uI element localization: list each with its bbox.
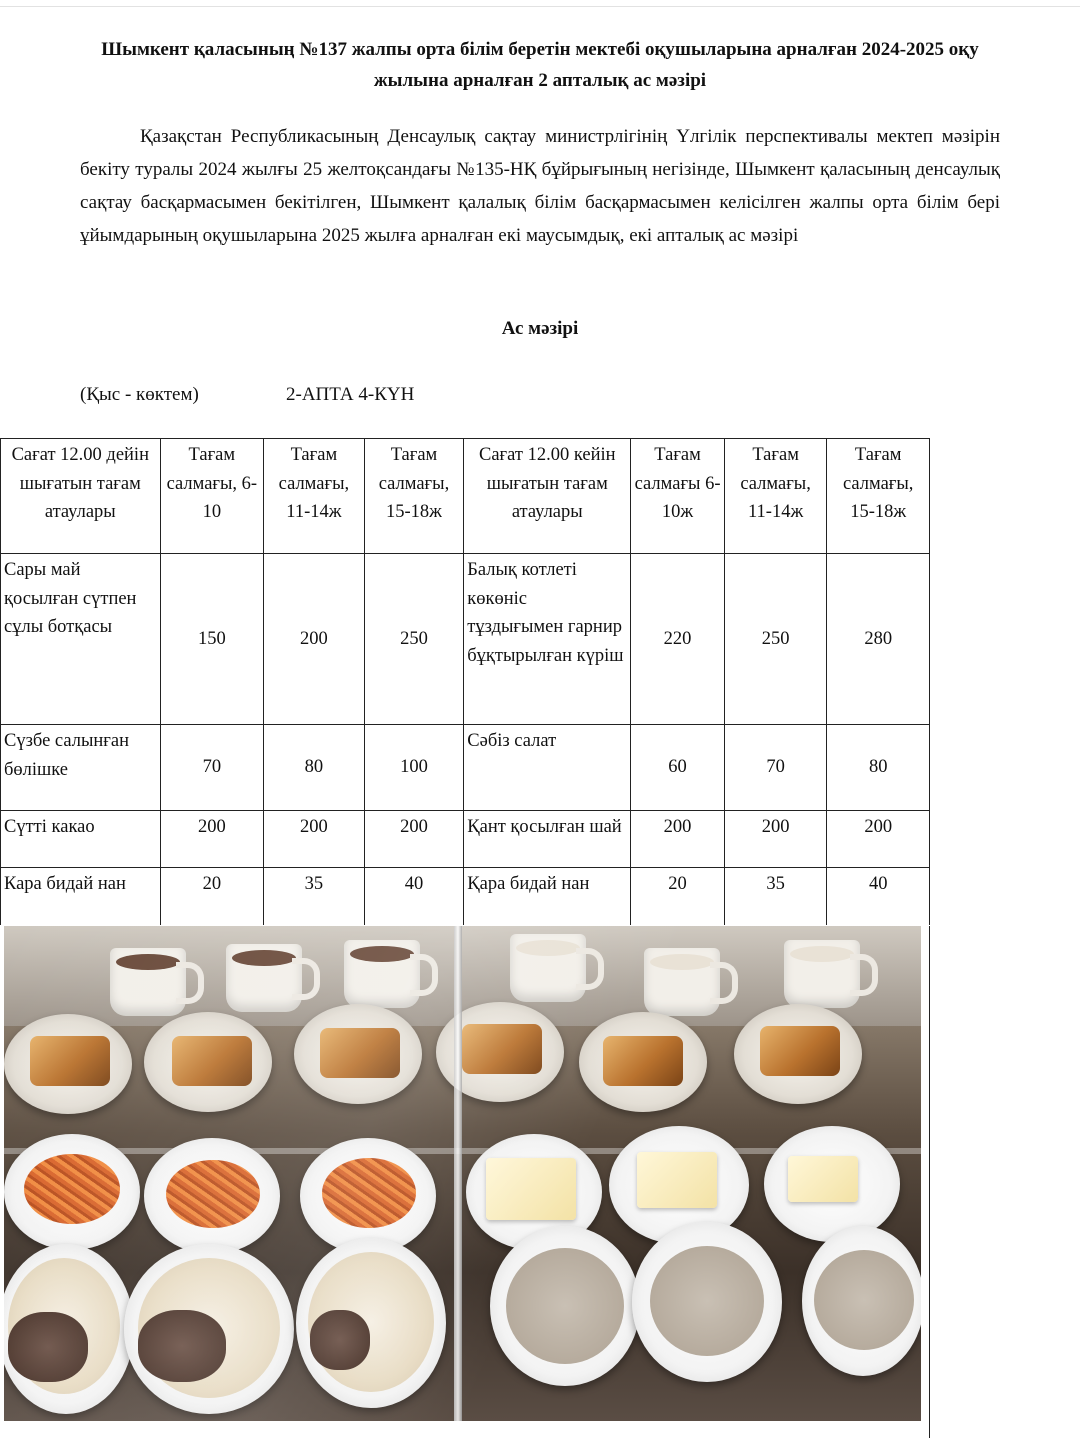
weight-cell: 200 — [160, 811, 264, 868]
weight-cell: 250 — [364, 554, 464, 725]
weight-cell: 60 — [631, 725, 725, 811]
header-pm-weight-11-14: Тағам салмағы, 11-14ж — [724, 439, 827, 554]
season-label: (Қыс - көктем) — [80, 384, 199, 405]
weight-cell: 200 — [264, 554, 365, 725]
pm-dish-cell: Қант қосылған шай — [464, 811, 631, 868]
header-pm-weight-15-18: Тағам салмағы, 15-18ж — [827, 439, 930, 554]
weight-cell: 80 — [264, 725, 365, 811]
pm-dish-cell: Сәбіз салат — [464, 725, 631, 811]
weight-cell: 200 — [264, 811, 365, 868]
table-row — [1, 868, 930, 925]
weight-cell: 200 — [724, 811, 827, 868]
weight-cell: 200 — [827, 811, 930, 868]
glass-glare — [4, 926, 921, 1421]
table-row — [1, 811, 930, 868]
week-day-label: 2-АПТА 4-КҮН — [286, 384, 415, 405]
table-row — [1, 725, 930, 811]
weight-cell: 70 — [160, 725, 264, 811]
intro-paragraph: Қазақстан Республикасының Денсаулық сақтау министрлігінің Үлгілік перспективалы мектеп мәзірін бекіту туралы 2024 жылғы 25 желтоқсандағы №135-НҚ бұйрығының негізінде, Шымкент қаласының денсаулық сақтау басқармасымен бекітілген, Шымкент қалалық білім басқармасымен келісілген жалпы орта білім бері ұйымдарының оқушыларына 2025 жылға арналған екі маусымдық, екі апталық ас мәзірі — [80, 126, 1000, 246]
weight-cell: 20 — [631, 868, 725, 925]
weight-cell: 35 — [264, 868, 365, 925]
menu-table — [0, 438, 930, 925]
food-display-photo — [4, 926, 921, 1421]
table-row — [1, 554, 930, 725]
weight-cell: 80 — [827, 725, 930, 811]
weight-cell: 70 — [724, 725, 827, 811]
weight-cell: 40 — [364, 868, 464, 925]
header-am-weight-15-18: Тағам салмағы, 15-18ж — [364, 439, 464, 554]
header-pm-weight-6-10: Тағам салмағы 6-10ж — [631, 439, 725, 554]
pm-dish-cell: Балық котлеті көкөніс тұздығымен гарнир бұқтырылған күріш — [464, 554, 631, 725]
pm-dish-cell: Қара бидай нан — [464, 868, 631, 925]
weight-cell: 200 — [364, 811, 464, 868]
header-am-weight-11-14: Тағам салмағы, 11-14ж — [264, 439, 365, 554]
page-top-divider — [0, 6, 1080, 7]
am-dish-cell: Сары май қосылған сүтпен сұлы ботқасы — [1, 554, 161, 725]
header-am-dishes: Сағат 12.00 дейін шығатын тағам атаулары — [1, 439, 161, 554]
header-pm-dishes: Сағат 12.00 кейін шығатын тағам атаулары — [464, 439, 631, 554]
am-dish-cell: Кара бидай нан — [1, 868, 161, 925]
weight-cell: 35 — [724, 868, 827, 925]
menu-heading: Ас мәзірі — [501, 318, 579, 339]
weight-cell: 280 — [827, 554, 930, 725]
weight-cell: 40 — [827, 868, 930, 925]
weight-cell: 150 — [160, 554, 264, 725]
table-right-border — [929, 926, 930, 1438]
am-dish-cell: Сүзбе салынған бөлішке — [1, 725, 161, 811]
table-header-row — [1, 439, 930, 554]
header-am-weight-6-10: Тағам салмағы, 6-10 — [160, 439, 264, 554]
weight-cell: 220 — [631, 554, 725, 725]
am-dish-cell: Сүтті какао — [1, 811, 161, 868]
weight-cell: 200 — [631, 811, 725, 868]
weight-cell: 100 — [364, 725, 464, 811]
weight-cell: 20 — [160, 868, 264, 925]
weight-cell: 250 — [724, 554, 827, 725]
document-title: Шымкент қаласының №137 жалпы орта білім беретін мектебі оқушыларына арналған 2024-2025 оқу жылына арналған 2 апталық ас мәзірі — [101, 39, 979, 91]
